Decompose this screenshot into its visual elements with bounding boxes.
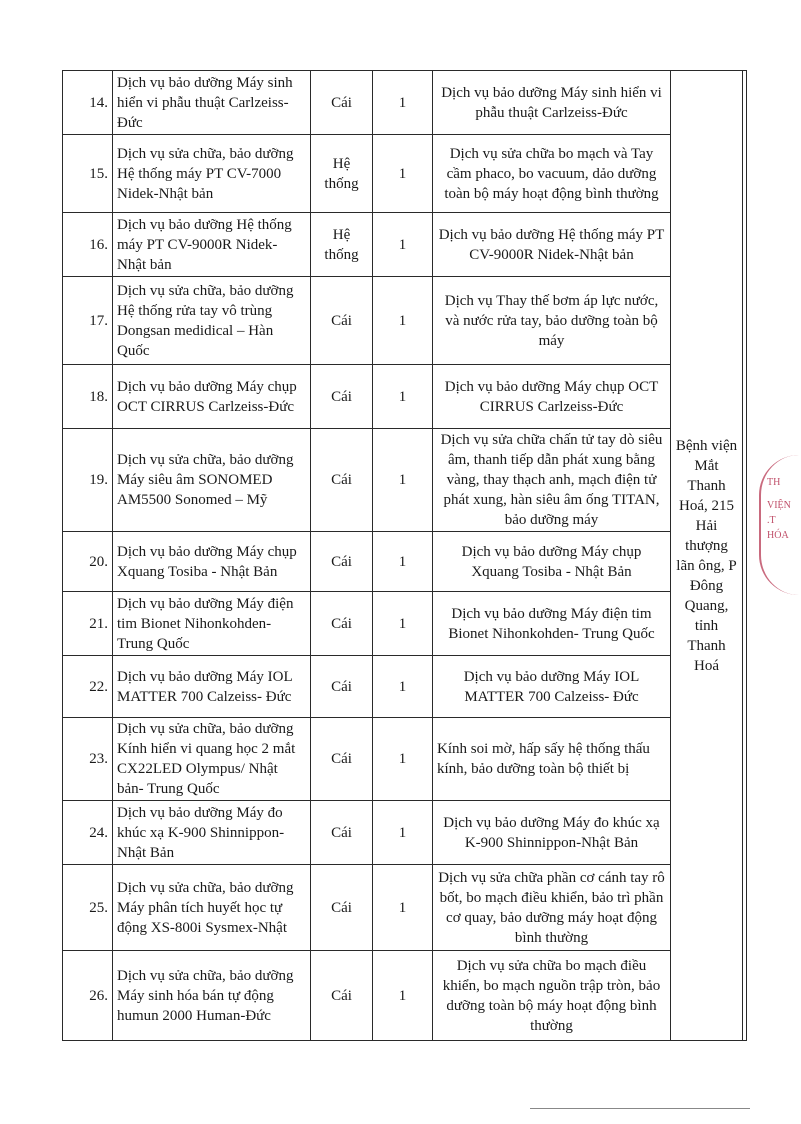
table-row xyxy=(63,429,747,532)
table-row xyxy=(63,656,747,718)
table-row xyxy=(63,801,747,865)
footer-rule xyxy=(530,1108,750,1109)
row-number: 16. xyxy=(63,213,113,277)
unit: Cái xyxy=(311,801,373,865)
service-description: Dịch vụ bảo dưỡng Máy chụp Xquang Tosiba - Nhật Bản xyxy=(433,532,671,592)
service-name: Dịch vụ sửa chữa, bảo dưỡng Kính hiển vi quang học 2 mắt CX22LED Olympus/ Nhật bản- Trung Quốc xyxy=(113,718,311,801)
quantity: 1 xyxy=(373,135,433,213)
unit: Cái xyxy=(311,429,373,532)
row-number: 24. xyxy=(63,801,113,865)
quantity: 1 xyxy=(373,656,433,718)
equipment-service-table xyxy=(62,70,747,1041)
table-row xyxy=(63,592,747,656)
table-row xyxy=(63,135,747,213)
location-cell: Bệnh viện Mắt Thanh Hoá, 215 Hải thượng lãn ông, P Đông Quang, tỉnh Thanh Hoá xyxy=(671,71,743,1041)
service-description: Dịch vụ sửa chữa phần cơ cánh tay rô bốt, bo mạch điều khiển, bảo trì phần cơ quay, bảo dưỡng máy hoạt động bình thường xyxy=(433,865,671,951)
row-number: 14. xyxy=(63,71,113,135)
table-row xyxy=(63,277,747,365)
unit: Cái xyxy=(311,277,373,365)
service-name: Dịch vụ bảo dưỡng Máy sinh hiển vi phẫu thuật Carlzeiss-Đức xyxy=(113,71,311,135)
service-name: Dịch vụ sửa chữa, bảo dưỡng Máy phân tích huyết học tự động XS-800i Sysmex-Nhật xyxy=(113,865,311,951)
empty-column xyxy=(743,71,747,1041)
quantity: 1 xyxy=(373,71,433,135)
unit: Cái xyxy=(311,656,373,718)
unit: Cái xyxy=(311,592,373,656)
service-description: Dịch vụ bảo dưỡng Máy chụp OCT CIRRUS Carlzeiss-Đức xyxy=(433,365,671,429)
service-name: Dịch vụ bảo dưỡng Máy điện tim Bionet Nihonkohden- Trung Quốc xyxy=(113,592,311,656)
unit: Cái xyxy=(311,532,373,592)
row-number: 22. xyxy=(63,656,113,718)
service-description: Dịch vụ Thay thế bơm áp lực nước, và nước rửa tay, bảo dưỡng toàn bộ máy xyxy=(433,277,671,365)
table-row xyxy=(63,365,747,429)
service-description: Dịch vụ sửa chữa bo mạch điều khiển, bo mạch nguồn trập tròn, bảo dưỡng toàn bộ máy hoạt động bình thường xyxy=(433,951,671,1041)
service-description: Kính soi mờ, hấp sấy hệ thống thấu kính, bảo dưỡng toàn bộ thiết bị xyxy=(433,718,671,801)
table-row xyxy=(63,213,747,277)
unit: Cái xyxy=(311,71,373,135)
service-name: Dịch vụ sửa chữa, bảo dưỡng Máy siêu âm SONOMED AM5500 Sonomed – Mỹ xyxy=(113,429,311,532)
quantity: 1 xyxy=(373,951,433,1041)
quantity: 1 xyxy=(373,213,433,277)
unit: Cái xyxy=(311,365,373,429)
service-name: Dịch vụ bảo dưỡng Máy chụp Xquang Tosiba - Nhật Bản xyxy=(113,532,311,592)
service-description: Dịch vụ bảo dưỡng Máy điện tim Bionet Nihonkohden- Trung Quốc xyxy=(433,592,671,656)
table-row xyxy=(63,865,747,951)
service-description: Dịch vụ sửa chữa chấn tử tay dò siêu âm, thanh tiếp dẫn phát xung bằng vàng, thay thạch anh, mạch điện tử phát xung, hàn siêu âm ống TITAN, bảo dưỡng máy xyxy=(433,429,671,532)
service-description: Dịch vụ bảo dưỡng Hệ thống máy PT CV-9000R Nidek-Nhật bản xyxy=(433,213,671,277)
row-number: 25. xyxy=(63,865,113,951)
quantity: 1 xyxy=(373,277,433,365)
service-name: Dịch vụ bảo dưỡng Máy chụp OCT CIRRUS Carlzeiss-Đức xyxy=(113,365,311,429)
stamp-text: HÓA xyxy=(767,530,789,541)
quantity: 1 xyxy=(373,865,433,951)
service-name: Dịch vụ bảo dưỡng Máy đo khúc xạ K-900 Shinnippon-Nhật Bản xyxy=(113,801,311,865)
service-name: Dịch vụ sửa chữa, bảo dưỡng Hệ thống máy PT CV-7000 Nidek-Nhật bản xyxy=(113,135,311,213)
service-description: Dịch vụ bảo dưỡng Máy IOL MATTER 700 Calzeiss- Đức xyxy=(433,656,671,718)
row-number: 18. xyxy=(63,365,113,429)
stamp-text: TH xyxy=(767,477,781,488)
service-description: Dịch vụ sửa chữa bo mạch và Tay cầm phaco, bo vacuum, dảo dưỡng toàn bộ máy hoạt động bình thường xyxy=(433,135,671,213)
quantity: 1 xyxy=(373,429,433,532)
unit: Cái xyxy=(311,951,373,1041)
service-name: Dịch vụ sửa chữa, bảo dưỡng Hệ thống rửa tay vô trùng Dongsan medidical – Hàn Quốc xyxy=(113,277,311,365)
row-number: 23. xyxy=(63,718,113,801)
unit: Hệ thống xyxy=(311,213,373,277)
table-row xyxy=(63,718,747,801)
quantity: 1 xyxy=(373,365,433,429)
row-number: 21. xyxy=(63,592,113,656)
service-description: Dịch vụ bảo dưỡng Máy sinh hiển vi phẫu thuật Carlzeiss-Đức xyxy=(433,71,671,135)
quantity: 1 xyxy=(373,718,433,801)
row-number: 17. xyxy=(63,277,113,365)
quantity: 1 xyxy=(373,532,433,592)
unit: Cái xyxy=(311,865,373,951)
service-description: Dịch vụ bảo dưỡng Máy đo khúc xạ K-900 Shinnippon-Nhật Bản xyxy=(433,801,671,865)
table-row xyxy=(63,71,747,135)
quantity: 1 xyxy=(373,801,433,865)
row-number: 19. xyxy=(63,429,113,532)
table-row xyxy=(63,951,747,1041)
service-name: Dịch vụ sửa chữa, bảo dưỡng Máy sinh hóa bán tự động humun 2000 Human-Đức xyxy=(113,951,311,1041)
table-row xyxy=(63,532,747,592)
unit: Hệ thống xyxy=(311,135,373,213)
stamp-text: .T xyxy=(767,515,776,526)
red-seal-stamp xyxy=(759,455,801,595)
table-body xyxy=(63,71,747,1041)
row-number: 15. xyxy=(63,135,113,213)
quantity: 1 xyxy=(373,592,433,656)
service-name: Dịch vụ bảo dưỡng Hệ thống máy PT CV-9000R Nidek-Nhật bản xyxy=(113,213,311,277)
row-number: 26. xyxy=(63,951,113,1041)
stamp-text: VIỆN xyxy=(767,500,791,511)
service-name: Dịch vụ bảo dưỡng Máy IOL MATTER 700 Calzeiss- Đức xyxy=(113,656,311,718)
unit: Cái xyxy=(311,718,373,801)
row-number: 20. xyxy=(63,532,113,592)
